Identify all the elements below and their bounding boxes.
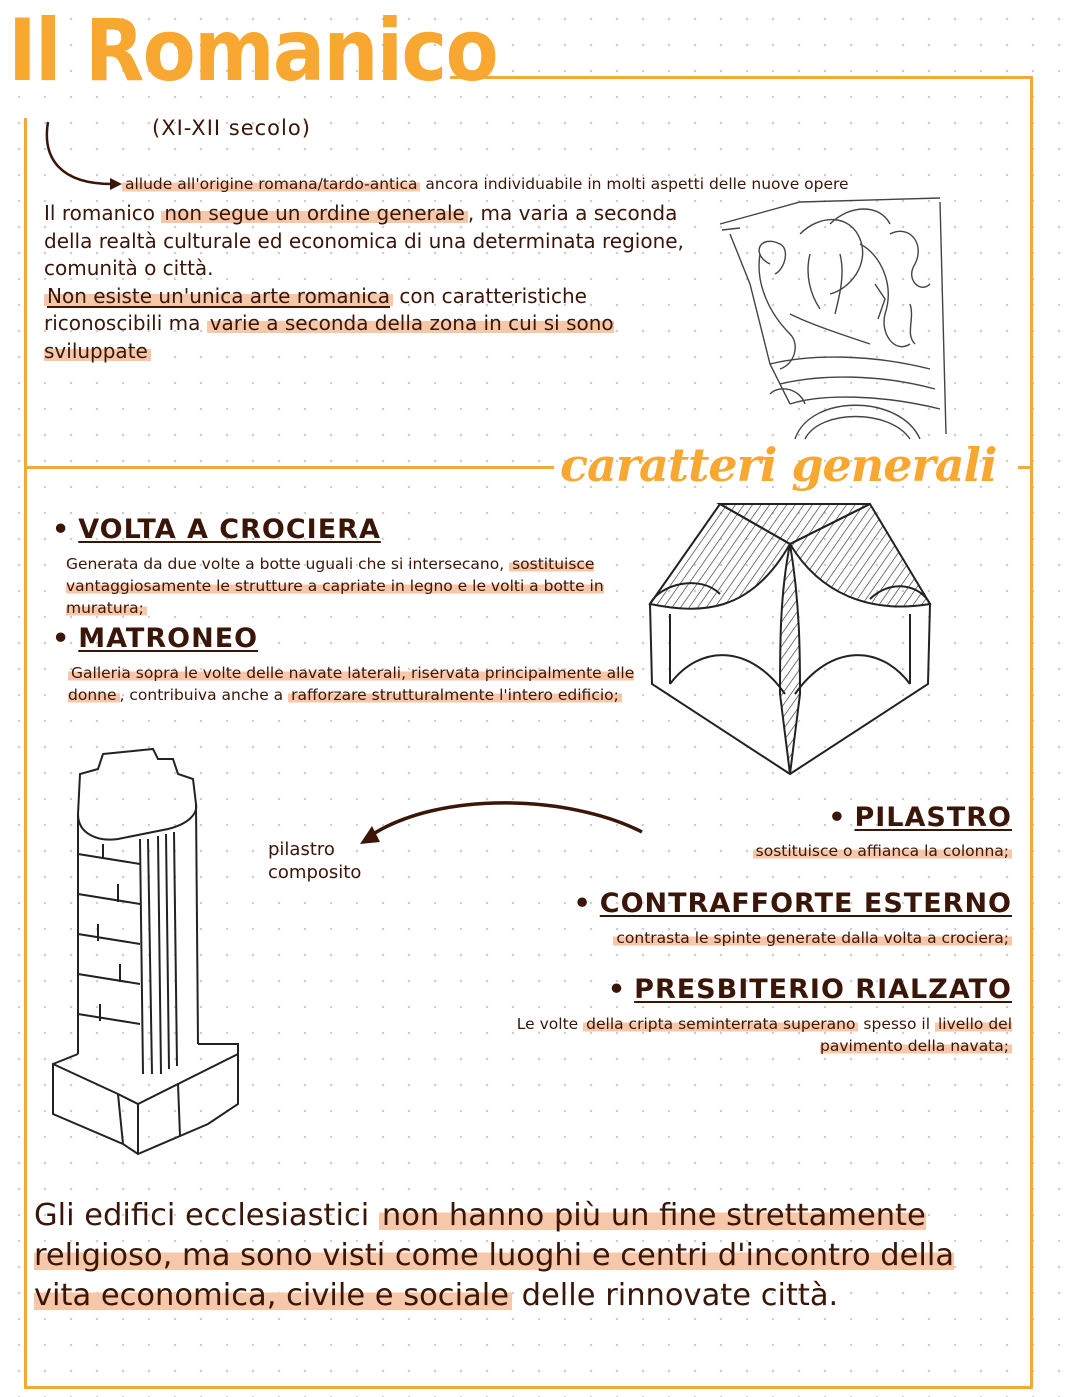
matroneo-desc-a: , contribuiva anche a <box>119 686 289 704</box>
bullet-icon: • <box>52 514 71 545</box>
contrafforte-heading-text: CONTRAFFORTE ESTERNO <box>599 888 1012 919</box>
volta-desc-highlight: sostituisce vantaggiosamente le strutture a capriate in legno e le volti a botte in muratura; <box>66 555 604 617</box>
pilastro-heading <box>600 802 1012 833</box>
presbiterio-heading <box>560 974 1012 1005</box>
origin-note-highlight: allude all'origine romana/tardo-antica <box>122 175 420 193</box>
conclusion-a: Gli edifici ecclesiastici <box>34 1198 379 1233</box>
matroneo-description <box>68 662 638 706</box>
page-subtitle: (XI-XII secolo) <box>152 116 311 140</box>
conclusion-text <box>34 1196 964 1316</box>
presbiterio-desc-b: spesso il <box>858 1015 935 1033</box>
capital-sculpture-illustration <box>710 194 960 444</box>
intro-text <box>44 200 684 365</box>
volta-description <box>66 553 626 619</box>
pillar-label-line-1: pilastro <box>268 839 335 860</box>
presbiterio-desc-a: Le volte <box>516 1015 584 1033</box>
matroneo-heading <box>52 623 258 654</box>
bullet-icon: • <box>828 802 847 833</box>
presbiterio-heading-text: PRESBITERIO RIALZATO <box>634 974 1012 1005</box>
note-arrow-icon <box>40 118 130 193</box>
intro-p2-a: con caratteristiche riconoscibili ma <box>44 283 587 335</box>
frame-top-line <box>450 76 1032 79</box>
composite-pillar-illustration <box>48 744 248 1159</box>
intro-p2-highlight: varie a seconda della zona in cui si sono sviluppate <box>44 311 614 363</box>
frame-left-line <box>24 118 27 1388</box>
pilastro-description <box>600 840 1012 862</box>
section-divider-right <box>1018 466 1033 469</box>
matroneo-desc-highlight-1: Galleria sopra le volte delle navate laterali, riservata principalmente alle donne <box>68 664 635 704</box>
presbiterio-desc-highlight: della cripta seminterrata superano <box>583 1015 858 1033</box>
pilastro-heading-text: PILASTRO <box>854 802 1012 833</box>
section-divider-left <box>24 466 554 469</box>
conclusion-b: delle rinnovate città. <box>511 1278 839 1313</box>
matroneo-heading-text: MATRONEO <box>78 623 259 654</box>
presbiterio-desc-highlight-2: livello del pavimento della navata; <box>820 1015 1012 1055</box>
frame-right-line <box>1030 76 1033 1388</box>
conclusion-highlight: non hanno più un fine strettamente religioso, ma sono visti come luoghi e centri d'incontro della vita economica, civile e sociale <box>34 1198 955 1313</box>
section-title: caratteri generali <box>560 438 997 492</box>
contrafforte-heading <box>560 888 1012 919</box>
intro-p1-b: , ma varia a seconda della realtà culturale ed economica di una determinata regione, comunità o città. <box>44 201 684 280</box>
intro-p1-a: Il romanico <box>44 201 162 225</box>
pillar-label-line-2: composito <box>268 862 362 883</box>
presbiterio-description <box>470 1013 1012 1057</box>
bullet-icon: • <box>607 974 627 1005</box>
cross-vault-illustration <box>640 494 940 776</box>
page-title: Il Romanico <box>8 1 497 101</box>
pilastro-desc-highlight: sostituisce o affianca la colonna; <box>753 842 1012 860</box>
origin-note <box>122 175 849 193</box>
origin-note-rest: ancora individuabile in molti aspetti delle nuove opere <box>420 175 849 193</box>
intro-p1-highlight: non segue un ordine generale <box>161 201 467 225</box>
frame-bottom-line <box>24 1386 1033 1389</box>
matroneo-desc-highlight-2: rafforzare strutturalmente l'intero edificio; <box>288 686 622 704</box>
contrafforte-desc-highlight: contrasta le spinte generate dalla volta a crociera; <box>613 929 1012 947</box>
volta-heading <box>52 514 381 545</box>
pillar-label <box>268 838 361 884</box>
bullet-icon: • <box>573 888 592 919</box>
volta-desc-a: Generata da due volte a botte uguali che si intersecano, <box>66 555 510 573</box>
intro-p2-underline: Non esiste un'unica arte romanica <box>44 284 393 308</box>
volta-heading-text: VOLTA A CROCIERA <box>78 514 381 545</box>
contrafforte-description <box>490 927 1012 949</box>
bullet-icon: • <box>52 623 71 654</box>
